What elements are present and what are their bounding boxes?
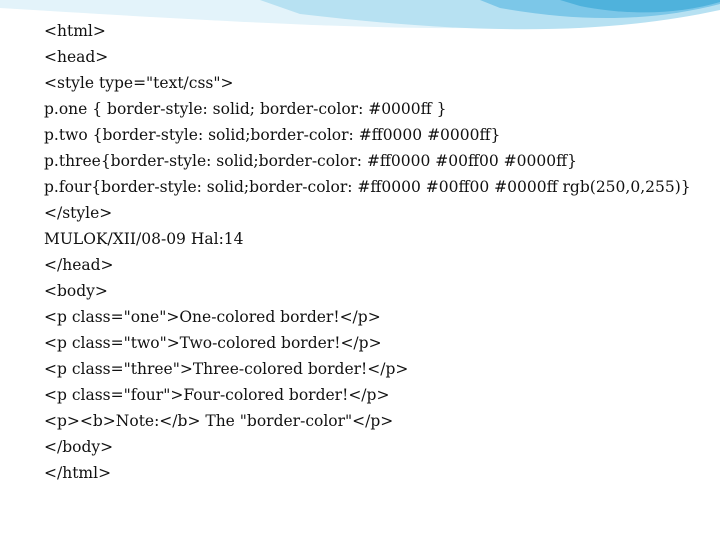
code-line: <body> xyxy=(44,282,108,300)
code-line: </style> xyxy=(44,204,113,222)
code-line: <p class="four">Four-colored border!</p> xyxy=(44,386,390,404)
code-line: <head> xyxy=(44,48,109,66)
code-line: p.three{border-style: solid;border-color: #ff0000 #00ff00 #0000ff} xyxy=(44,152,577,170)
code-line: <p class="three">Three-colored border!</p> xyxy=(44,360,409,378)
code-listing xyxy=(44,18,704,486)
code-line: p.four{border-style: solid;border-color: #ff0000 #00ff00 #0000ff rgb(250,0,255)} xyxy=(44,178,691,196)
code-line: <style type="text/css"> xyxy=(44,74,234,92)
code-line: <html> xyxy=(44,22,106,40)
code-line: p.one { border-style: solid; border-color: #0000ff } xyxy=(44,100,447,118)
code-line: <p class="one">One-colored border!</p> xyxy=(44,308,381,326)
code-line: p.two {border-style: solid;border-color: #ff0000 #0000ff} xyxy=(44,126,501,144)
code-line: </html> xyxy=(44,464,112,482)
page-reference: MULOK/XII/08-09 Hal:14 xyxy=(44,230,244,248)
code-line: </body> xyxy=(44,438,114,456)
code-line: <p><b>Note:</b> The "border-color"</p> xyxy=(44,412,394,430)
code-line: </head> xyxy=(44,256,114,274)
code-line: <p class="two">Two-colored border!</p> xyxy=(44,334,382,352)
